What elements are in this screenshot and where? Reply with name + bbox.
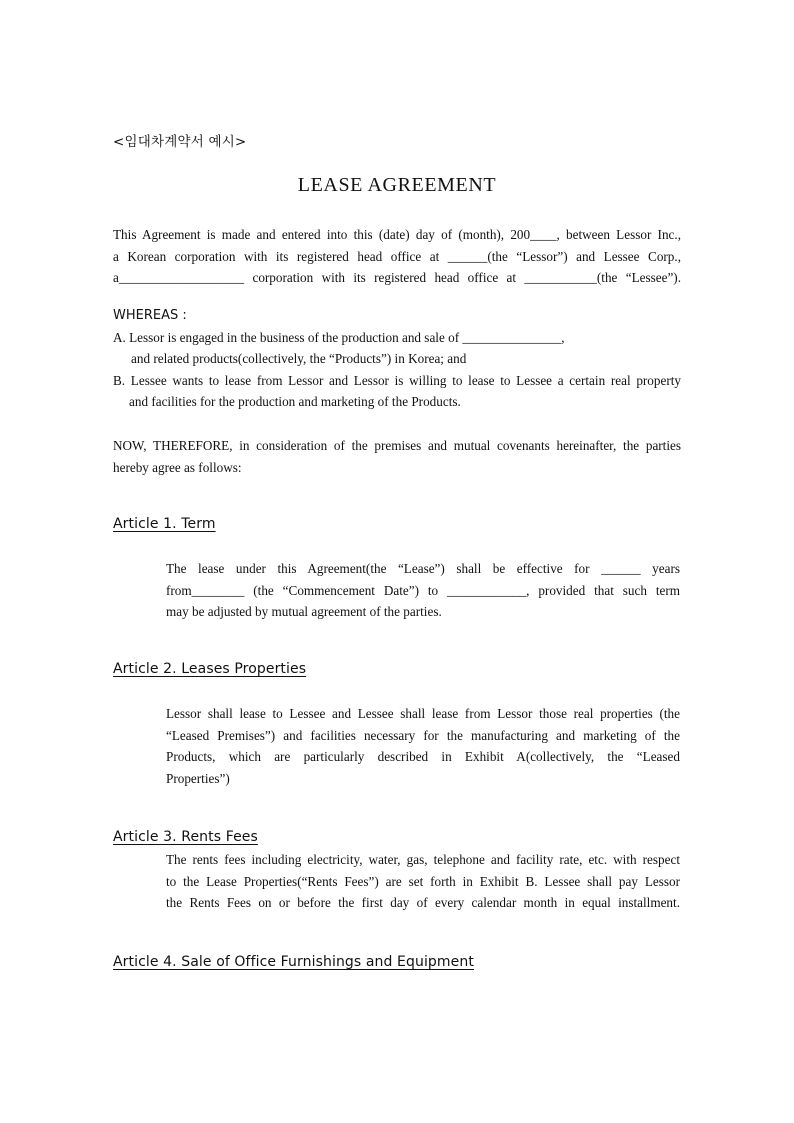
article-2-line-2: “Leased Premises”) and facilities necessary for the manufacturing and marketing of the xyxy=(166,727,680,743)
now-therefore-line-1: NOW, THEREFORE, in consideration of the premises and mutual covenants hereinafter, the parties xyxy=(113,438,681,453)
article-3-heading: Article 3. Rents Fees xyxy=(113,829,258,845)
intro-paragraph xyxy=(113,224,681,289)
article-1-heading: Article 1. Term xyxy=(113,516,216,532)
whereas-a-line-1: A. Lessor is engaged in the business of the production and sale of _______________, xyxy=(113,329,565,345)
article-2-line-3: Products, which are particularly described in Exhibit A(collectively, the “Leased xyxy=(166,749,680,765)
whereas-b-line-2: and facilities for the production and marketing of the Products. xyxy=(129,394,461,409)
document-label: <임대차계약서 예시> xyxy=(113,134,247,150)
article-3-body xyxy=(166,849,680,914)
article-1-body xyxy=(166,558,680,623)
article-1-line-1: The lease under this Agreement(the “Lease”) shall be effective for ______ years xyxy=(166,561,680,576)
whereas-heading: WHEREAS : xyxy=(113,308,187,323)
article-3-line-2: to the Lease Properties(“Rents Fees”) are set forth in Exhibit B. Lessee shall pay Lessor xyxy=(166,873,680,889)
now-therefore-line-2: hereby agree as follows: xyxy=(113,459,242,475)
now-therefore-paragraph xyxy=(113,435,681,478)
document-title: LEASE AGREEMENT xyxy=(297,174,497,196)
intro-line-2: a Korean corporation with its registered head office at ______(the “Lessor”) and Lessee Corp., xyxy=(113,248,681,264)
article-2-line-4: Properties”) xyxy=(166,771,230,787)
whereas-section xyxy=(113,305,681,413)
whereas-a-line-2: and related products(collectively, the “Products”) in Korea; and xyxy=(131,351,467,366)
article-2-body xyxy=(166,703,680,790)
article-1-line-3: may be adjusted by mutual agreement of the parties. xyxy=(166,604,442,620)
whereas-b-line-1: B. Lessee wants to lease from Lessor and Lessor is willing to lease to Lessee a certain real property xyxy=(113,372,681,388)
article-3-line-3: the Rents Fees on or before the first day of every calendar month in equal installment. xyxy=(166,895,680,911)
article-4-heading: Article 4. Sale of Office Furnishings and Equipment xyxy=(113,954,474,970)
article-2-heading: Article 2. Leases Properties xyxy=(113,661,307,677)
article-3-line-1: The rents fees including electricity, water, gas, telephone and facility rate, etc. with respect xyxy=(166,852,680,867)
article-2-line-1: Lessor shall lease to Lessee and Lessee shall lease from Lessor those real properties (the xyxy=(166,706,680,721)
article-1-line-2: from________ (the “Commencement Date”) to ____________, provided that such term xyxy=(166,582,680,598)
intro-line-1: This Agreement is made and entered into this (date) day of (month), 200____, between Lessor Inc., xyxy=(113,227,681,242)
intro-line-3: a___________________ corporation with its registered head office at ___________(the “Lessee”). xyxy=(113,270,681,285)
